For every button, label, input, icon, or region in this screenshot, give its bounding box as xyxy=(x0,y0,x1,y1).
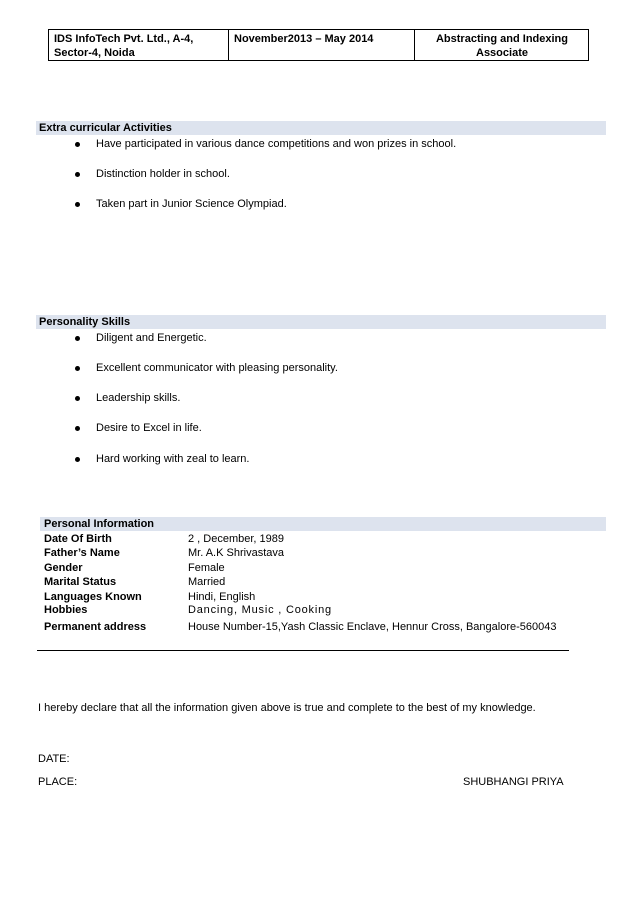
experience-period: November2013 – May 2014 xyxy=(229,30,415,61)
info-label: Gender xyxy=(44,562,83,574)
list-item-text: Have participated in various dance competitions and won prizes in school. xyxy=(96,138,457,150)
list-item-text: Leadership skills. xyxy=(96,392,181,404)
bullet-icon xyxy=(75,142,80,147)
place-label: PLACE: xyxy=(38,776,78,788)
list-item-text: Taken part in Junior Science Olympiad. xyxy=(96,198,287,210)
info-value: Married xyxy=(188,576,226,588)
role-line-1: Abstracting and Indexing xyxy=(435,33,568,45)
info-value: Dancing, Music , Cooking xyxy=(188,604,332,616)
list-item-text: Desire to Excel in life. xyxy=(96,422,202,434)
bullet-icon xyxy=(75,202,80,207)
divider xyxy=(37,650,569,651)
bullet-icon xyxy=(75,172,80,177)
date-label: DATE: xyxy=(38,753,70,765)
info-label: Marital Status xyxy=(44,576,117,588)
info-value: 2 , December, 1989 xyxy=(188,533,285,545)
info-value: Female xyxy=(188,562,225,574)
bullet-icon xyxy=(75,396,80,401)
role-line-2: Associate xyxy=(476,47,528,59)
experience-row xyxy=(49,30,589,61)
company-line-1: IDS InfoTech Pvt. Ltd., A-4, xyxy=(54,33,194,45)
info-label: Father’s Name xyxy=(44,547,120,559)
bullet-icon xyxy=(75,457,80,462)
list-item-text: Distinction holder in school. xyxy=(96,168,230,180)
experience-table xyxy=(48,29,589,61)
experience-company xyxy=(49,30,229,61)
info-label: Permanent address xyxy=(44,621,147,633)
bullet-icon xyxy=(75,336,80,341)
extra-curricular-heading: Extra curricular Activities xyxy=(36,121,606,135)
list-item-text: Excellent communicator with pleasing personality. xyxy=(96,362,338,374)
info-label: Languages Known xyxy=(44,591,142,603)
info-value: House Number-15,Yash Classic Enclave, Hennur Cross, Bangalore-560043 xyxy=(188,621,557,633)
bullet-icon xyxy=(75,426,80,431)
list-item-text: Hard working with zeal to learn. xyxy=(96,453,250,465)
info-label: Date Of Birth xyxy=(44,533,112,545)
experience-role xyxy=(415,30,589,61)
signature-name: SHUBHANGI PRIYA xyxy=(463,776,564,788)
info-label: Hobbies xyxy=(44,604,88,616)
declaration-text: I hereby declare that all the information given above is true and complete to the best of my knowledge. xyxy=(38,702,536,714)
company-line-2: Sector-4, Noida xyxy=(54,47,135,59)
personal-information-heading: Personal Information xyxy=(40,517,606,531)
info-value: Hindi, English xyxy=(188,591,256,603)
bullet-icon xyxy=(75,366,80,371)
info-value: Mr. A.K Shrivastava xyxy=(188,547,284,559)
personality-skills-heading: Personality Skills xyxy=(36,315,606,329)
list-item-text: Diligent and Energetic. xyxy=(96,332,207,344)
